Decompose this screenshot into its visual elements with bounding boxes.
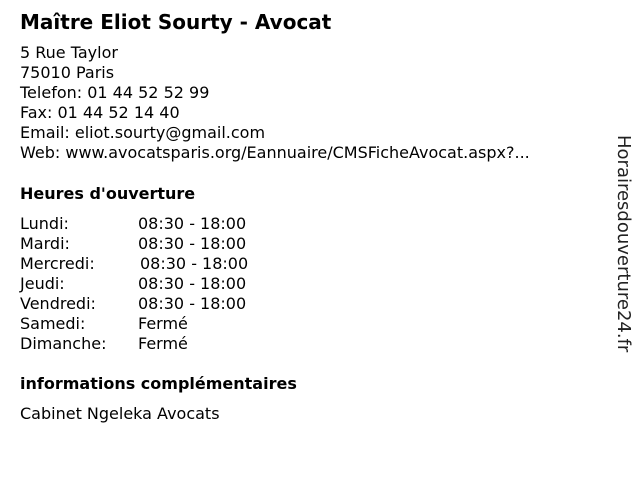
contact-block <box>20 43 530 163</box>
opening-hours-heading: Heures d'ouverture <box>20 184 196 203</box>
address-city: 75010 Paris <box>20 63 115 82</box>
page-title: Maître Eliot Sourty - Avocat <box>20 10 332 34</box>
phone-line: Telefon: 01 44 52 52 99 <box>20 83 210 102</box>
time-value: Fermé <box>138 334 188 353</box>
address-street: 5 Rue Taylor <box>20 43 118 62</box>
day-label: Vendredi: <box>20 294 96 313</box>
time-value: Fermé <box>138 314 188 333</box>
time-value: 08:30 - 18:00 <box>140 254 249 273</box>
time-value: 08:30 - 18:00 <box>138 234 247 253</box>
day-label: Lundi: <box>20 214 69 233</box>
web-line: Web: www.avocatsparis.org/Eannuaire/CMSFicheAvocat.aspx?... <box>20 143 530 162</box>
additional-info-text: Cabinet Ngeleka Avocats <box>20 404 220 423</box>
day-label: Jeudi: <box>20 274 65 293</box>
day-label: Mercredi: <box>20 254 95 273</box>
site-watermark: Horairesdouverture24.fr <box>613 135 634 353</box>
fax-line: Fax: 01 44 52 14 40 <box>20 103 180 122</box>
day-label: Mardi: <box>20 234 70 253</box>
day-label: Samedi: <box>20 314 86 333</box>
email-line: Email: eliot.sourty@gmail.com <box>20 123 266 142</box>
time-value: 08:30 - 18:00 <box>138 214 247 233</box>
additional-info-heading: informations complémentaires <box>20 374 297 393</box>
time-value: 08:30 - 18:00 <box>138 274 247 293</box>
time-value: 08:30 - 18:00 <box>138 294 247 313</box>
day-label: Dimanche: <box>20 334 107 353</box>
